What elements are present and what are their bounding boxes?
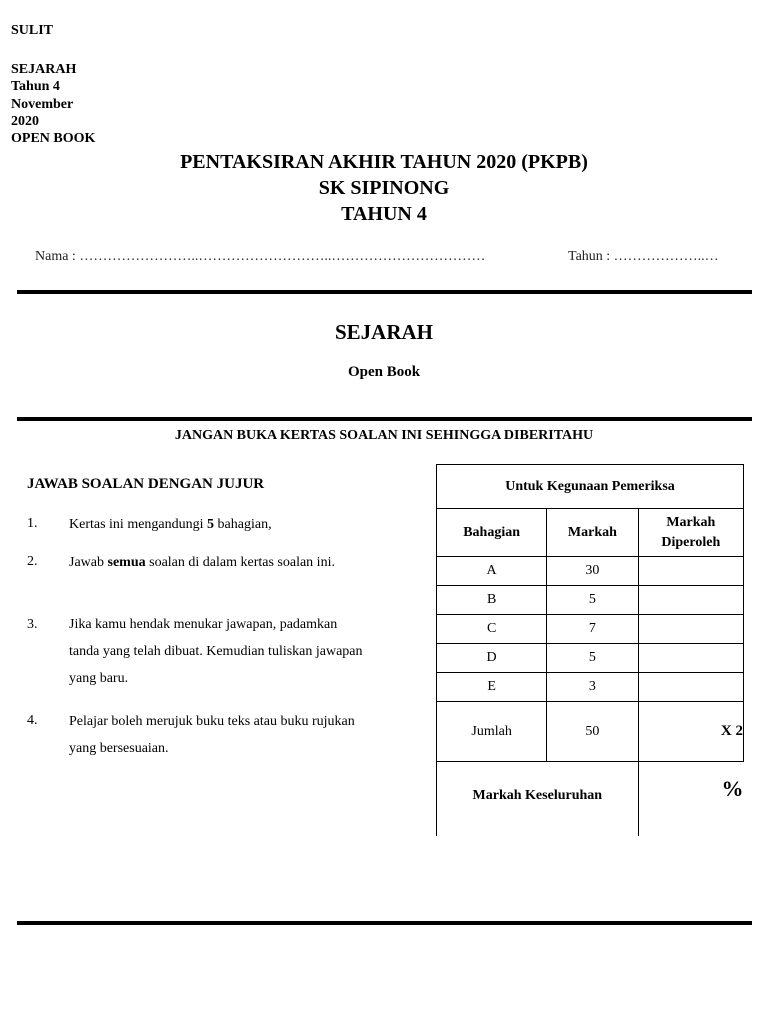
exam-title: PENTAKSIRAN AKHIR TAHUN 2020 (PKPB) bbox=[180, 151, 588, 173]
instruction-text: bahagian, bbox=[214, 517, 272, 532]
section-cell: A bbox=[437, 557, 547, 586]
divider-top bbox=[17, 290, 752, 294]
marks-cell: 7 bbox=[547, 615, 638, 644]
section-cell: D bbox=[437, 644, 547, 673]
instruction-number: 4. bbox=[27, 713, 38, 728]
marks-cell: 5 bbox=[547, 586, 638, 615]
instructions-title: JAWAB SOALAN DENGAN JUJUR bbox=[27, 476, 265, 492]
subject-subtitle: Open Book bbox=[347, 364, 421, 380]
subject-title: SEJARAH bbox=[334, 320, 434, 344]
instruction-text: Kertas ini mengandungi bbox=[69, 517, 208, 532]
instruction-text: Pelajar boleh merujuk buku teks atau buku rujukan yang bersesuaian. bbox=[69, 714, 355, 756]
instruction-item bbox=[69, 611, 369, 692]
header-section: Bahagian bbox=[437, 509, 547, 557]
section-cell: B bbox=[437, 586, 547, 615]
instruction-emphasis: semua bbox=[107, 555, 146, 570]
percent-symbol: % bbox=[638, 762, 743, 836]
marks-cell: 5 bbox=[547, 644, 638, 673]
header-subject: SEJARAH bbox=[11, 62, 77, 77]
year-field[interactable]: Tahun : ………………..… bbox=[568, 249, 719, 264]
obtained-cell[interactable] bbox=[638, 586, 743, 615]
table-row bbox=[437, 673, 744, 702]
total-row bbox=[437, 702, 744, 762]
obtained-cell[interactable] bbox=[638, 557, 743, 586]
overall-label: Markah Keseluruhan bbox=[437, 762, 639, 836]
overall-row bbox=[437, 762, 744, 836]
marks-cell: 3 bbox=[547, 673, 638, 702]
instruction-number: 1. bbox=[27, 516, 38, 531]
header-year: Tahun 4 bbox=[11, 79, 60, 94]
table-row bbox=[437, 586, 744, 615]
table-row bbox=[437, 557, 744, 586]
school-name: SK SIPINONG bbox=[318, 177, 450, 199]
divider-middle bbox=[17, 417, 752, 421]
section-cell: C bbox=[437, 615, 547, 644]
instruction-emphasis: 5 bbox=[207, 517, 215, 532]
classification-label: SULIT bbox=[11, 23, 54, 38]
table-row bbox=[437, 615, 744, 644]
header-mode: OPEN BOOK bbox=[11, 131, 96, 146]
name-field[interactable]: Nama : ……………………..………………………..…………………………… bbox=[35, 249, 486, 264]
instruction-text: Jawab bbox=[69, 555, 108, 570]
section-cell: E bbox=[437, 673, 547, 702]
header-marks: Markah bbox=[547, 509, 638, 557]
total-label: Jumlah bbox=[437, 702, 547, 762]
multiplier-label: X 2 bbox=[638, 702, 743, 762]
marks-table bbox=[436, 464, 744, 836]
obtained-cell[interactable] bbox=[638, 673, 743, 702]
divider-bottom bbox=[17, 921, 752, 925]
header-month: November bbox=[11, 97, 74, 112]
instruction-text: soalan di dalam kertas soalan ini. bbox=[145, 555, 335, 570]
header-obtained: Markah Diperoleh bbox=[638, 509, 743, 557]
instruction-number: 2. bbox=[27, 554, 38, 569]
instruction-number: 3. bbox=[27, 617, 38, 632]
total-marks: 50 bbox=[547, 702, 638, 762]
instruction-text: Jika kamu hendak menukar jawapan, padamkan tanda yang telah dibuat. Kemudian tuliskan jawapan yang baru. bbox=[69, 617, 363, 686]
instruction-item bbox=[69, 708, 369, 762]
header-exam-year: 2020 bbox=[11, 114, 39, 129]
obtained-cell[interactable] bbox=[638, 615, 743, 644]
marks-cell: 30 bbox=[547, 557, 638, 586]
warning-text: JANGAN BUKA KERTAS SOALAN INI SEHINGGA DIBERITAHU bbox=[174, 428, 594, 443]
obtained-cell[interactable] bbox=[638, 644, 743, 673]
table-caption: Untuk Kegunaan Pemeriksa bbox=[437, 465, 744, 509]
instruction-item bbox=[69, 549, 369, 576]
instruction-item bbox=[69, 511, 369, 538]
grade-title: TAHUN 4 bbox=[341, 203, 427, 225]
table-row bbox=[437, 644, 744, 673]
